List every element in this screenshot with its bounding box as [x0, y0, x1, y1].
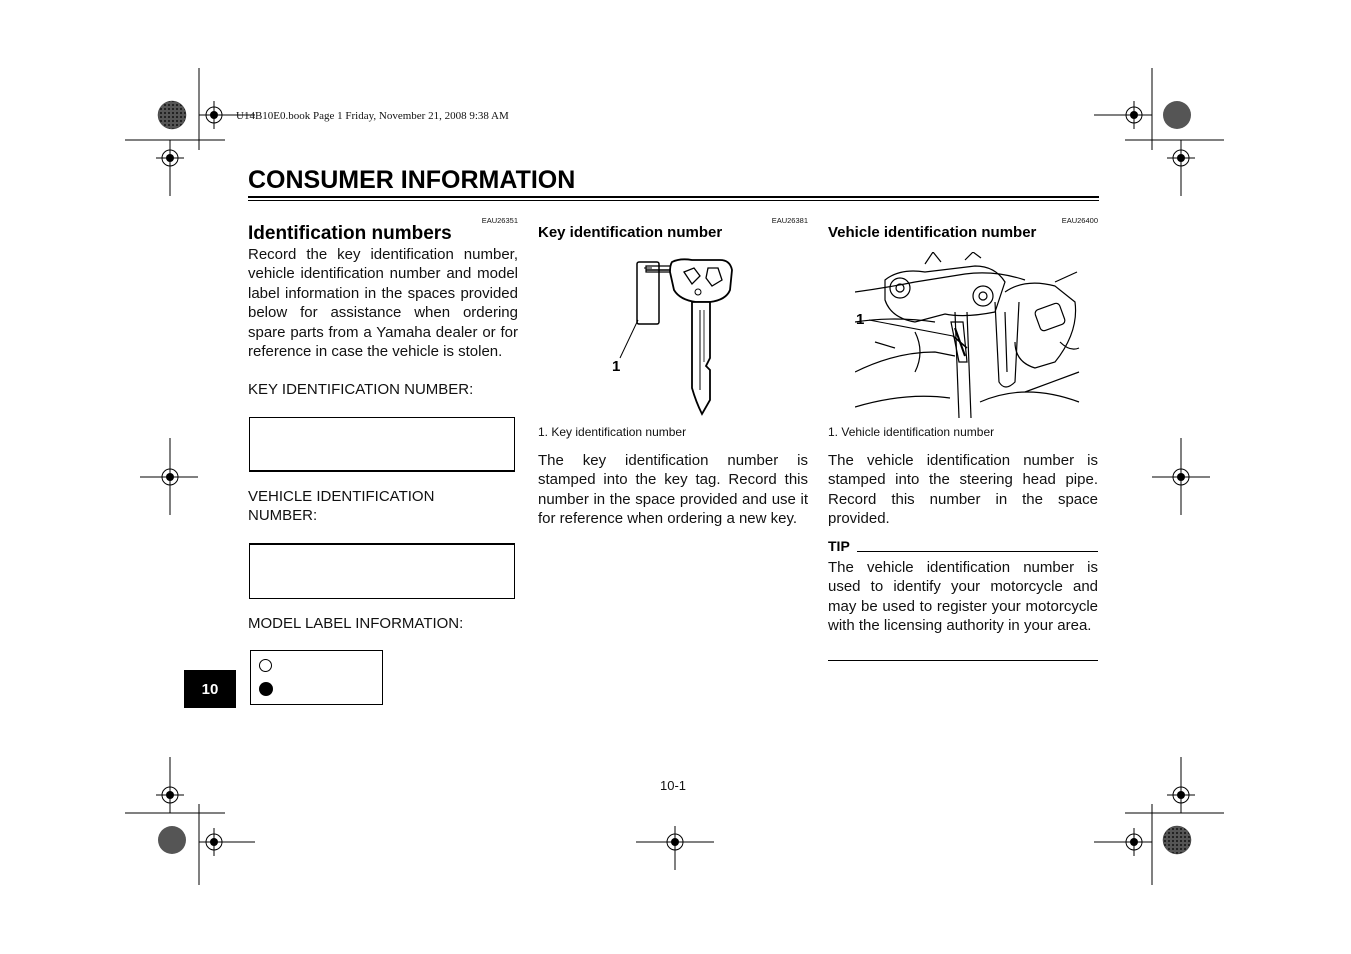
vin-label-line2: NUMBER:	[248, 507, 318, 525]
key-paragraph: The key identification number is stamped into the key tag. Record this number in the space provided and use it for reference when ordering a new key.	[538, 452, 808, 528]
key-callout-number: 1	[612, 358, 621, 375]
key-illustration	[600, 250, 770, 420]
vin-illustration	[855, 252, 1080, 420]
title-rule-thin	[248, 200, 1099, 201]
chapter-tab: 10	[184, 670, 236, 708]
key-heading: Key identification number	[538, 224, 723, 241]
key-caption-text: Key identification number	[551, 425, 687, 439]
page-number: 10-1	[660, 778, 687, 793]
tip-top-rule	[857, 551, 1098, 552]
intro-paragraph: Record the key identification number, vehicle identification number and model label information in the spaces provided below for assistance when ordering spare parts from a Yamaha dealer or for reference in case the vehicle is stolen.	[248, 246, 518, 361]
vin-heading: Vehicle identification number	[828, 224, 1037, 241]
model-label-box	[250, 650, 383, 705]
vin-callout-number: 1	[856, 311, 865, 328]
page-title: CONSUMER INFORMATION	[248, 166, 576, 194]
key-number-box	[249, 417, 515, 472]
vin-label-line1: VEHICLE IDENTIFICATION	[248, 488, 435, 505]
key-caption	[538, 425, 686, 439]
section-code: EAU26400	[1061, 216, 1098, 225]
vin-label	[248, 487, 434, 526]
section-heading: Identification numbers	[248, 223, 452, 244]
vin-caption	[828, 425, 994, 439]
vin-caption-text: Vehicle identification number	[841, 425, 995, 439]
vin-paragraph: The vehicle identification number is stamped into the steering head pipe. Record this number in the space provided.	[828, 452, 1098, 528]
key-caption-number: 1.	[538, 425, 549, 439]
book-info: U14B10E0.book Page 1 Friday, November 21, 2008 9:38 AM	[236, 110, 509, 122]
model-label-heading: MODEL LABEL INFORMATION:	[248, 615, 464, 632]
filled-circle-icon	[259, 682, 273, 696]
vin-box	[249, 543, 515, 599]
vin-caption-number: 1.	[828, 425, 839, 439]
tip-label: TIP	[828, 538, 850, 554]
tip-bottom-rule	[828, 660, 1098, 661]
tip-paragraph: The vehicle identification number is used to identify your motorcycle and may be used to register your motorcycle with the licensing authority in your area.	[828, 559, 1098, 635]
title-rule	[248, 196, 1099, 198]
section-code: EAU26351	[481, 216, 518, 225]
section-code: EAU26381	[771, 216, 808, 225]
key-number-label: KEY IDENTIFICATION NUMBER:	[248, 381, 474, 398]
open-circle-icon	[259, 659, 272, 672]
